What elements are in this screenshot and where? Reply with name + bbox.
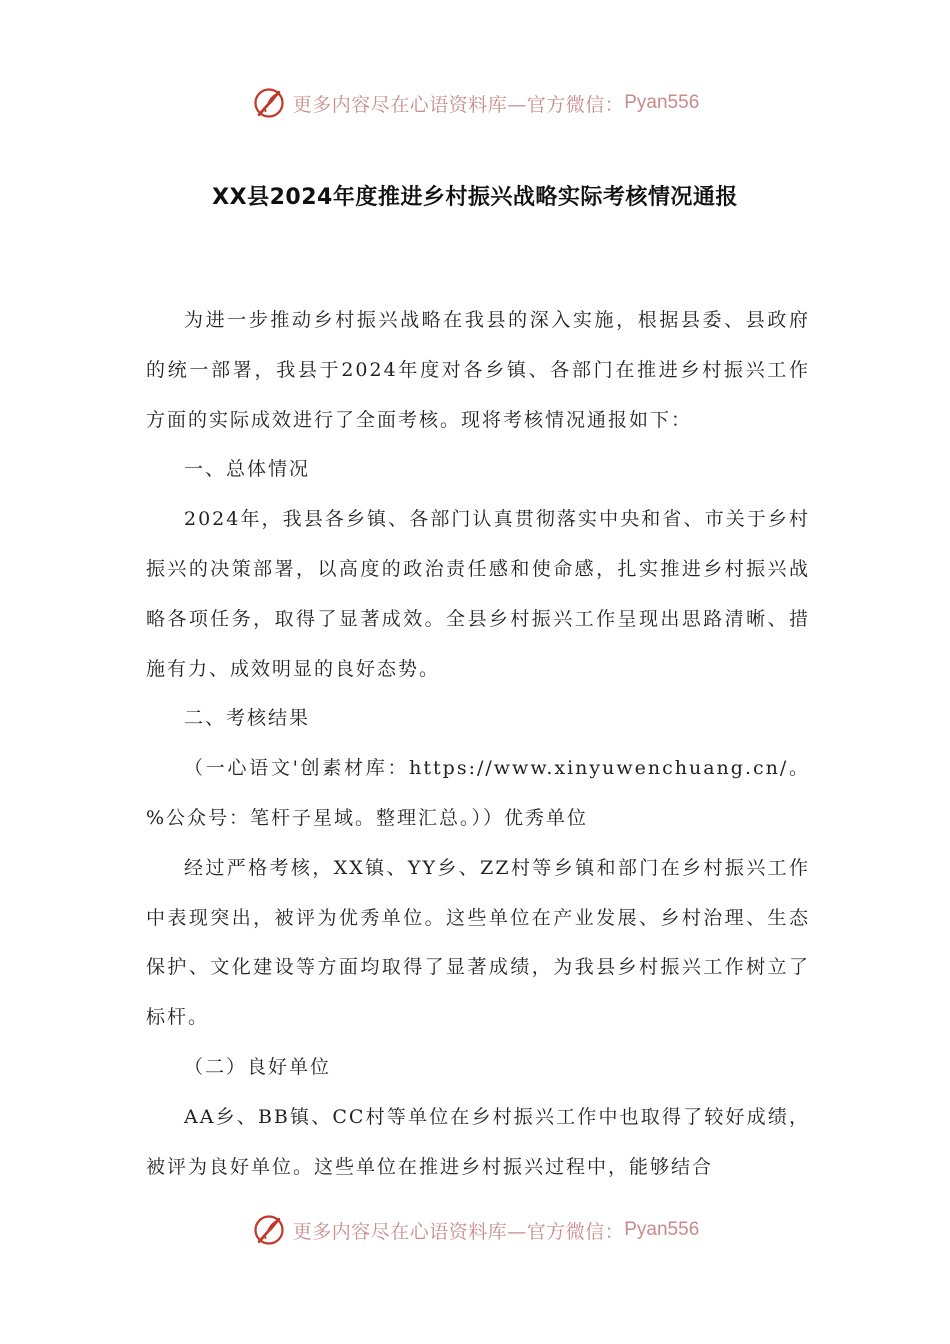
subheading-excellent-units: （一心语文'创素材库：https://www.xinyuwenchuang.cn/。%公众号：笔杆子星域。整理汇总。））优秀单位 [146, 757, 810, 829]
excellent-units-paragraph: 经过严格考核，XX镇、YY乡、ZZ村等乡镇和部门在乡村振兴工作中表现突出，被评为优秀单位。这些单位在产业发展、乡村治理、生态保护、文化建设等方面均取得了显著成绩，为我县乡村振兴工作树立了标杆。 [146, 856, 810, 1029]
overview-paragraph: 2024年，我县各乡镇、各部门认真贯彻落实中央和省、市关于乡村振兴的决策部署，以高度的政治责任感和使命感，扎实推进乡村振兴战略各项任务，取得了显著成效。全县乡村振兴工作呈现出思路清晰、措施有力、成效明显的良好态势。 [146, 508, 810, 680]
intro-paragraph: 为进一步推动乡村振兴战略在我县的深入实施，根据县委、县政府的统一部署，我县于2024年度对各乡镇、各部门在推进乡村振兴工作方面的实际成效进行了全面考核。现将考核情况通报如下： [146, 309, 810, 431]
section-heading-results: 二、考核结果 [184, 707, 311, 730]
banner-text: 更多内容尽在心语资料库—官方微信： [292, 1220, 625, 1243]
banner-wechat-handle: Pyan556 [624, 1219, 700, 1240]
quill-pen-logo-icon [251, 85, 287, 121]
footer-banner [0, 1205, 950, 1255]
subheading-good-units: （二）良好单位 [184, 1055, 332, 1078]
header-banner [0, 78, 950, 128]
document-title: XX县2024年度推进乡村振兴战略实际考核情况通报 [212, 185, 738, 210]
good-units-paragraph: AA乡、BB镇、CC村等单位在乡村振兴工作中也取得了较好成绩，被评为良好单位。这些单位在推进乡村振兴过程中，能够结合 [146, 1105, 810, 1178]
banner-wechat-handle: Pyan556 [624, 92, 700, 113]
quill-pen-logo-icon [251, 1212, 287, 1248]
banner-text: 更多内容尽在心语资料库—官方微信： [292, 93, 625, 116]
section-heading-overview: 一、总体情况 [184, 458, 311, 481]
document-body [146, 296, 810, 1192]
